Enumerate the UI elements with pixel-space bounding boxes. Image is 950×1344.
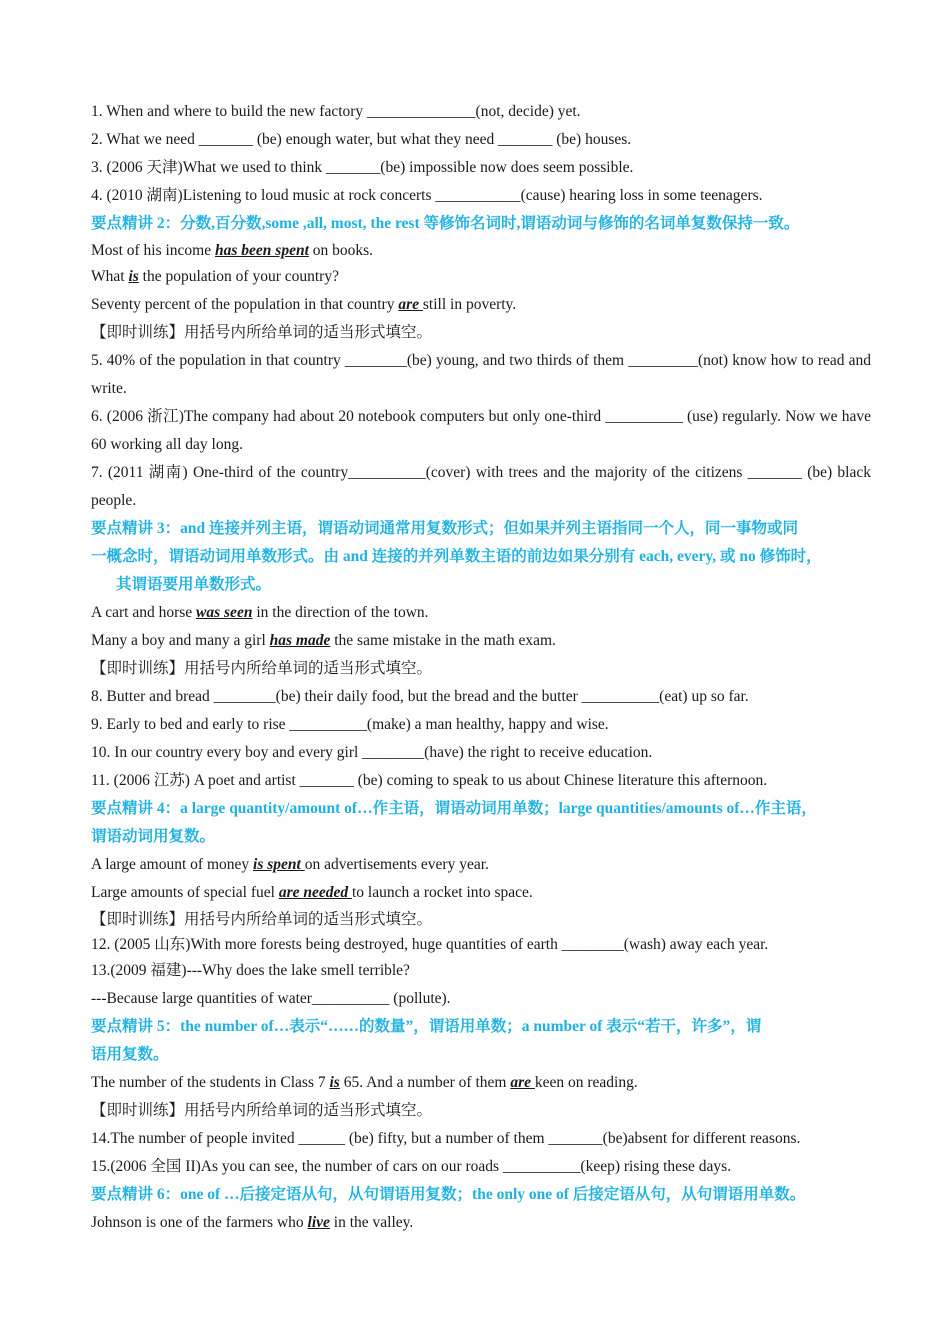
- exercise-15: 15.(2006 全国 II)As you can see, the number of cars on our roads __________(keep) rising these days.: [91, 1158, 732, 1175]
- highlighted-verb: has been spent: [215, 242, 309, 259]
- exercise-8: 8. Butter and bread ________(be) their daily food, but the bread and the butter __________(eat) up so far.: [91, 688, 749, 705]
- exercise-2: 2. What we need _______ (be) enough water, but what they need _______ (be) houses.: [91, 131, 632, 148]
- example-sentence: [91, 599, 871, 627]
- example-text: A large amount of money: [91, 856, 254, 873]
- key-point-6-heading: 要点精讲 6：one of …后接定语从句，从句谓语用复数；the only one of 后接定语从句，从句谓语用单数。: [91, 1186, 806, 1203]
- example-text: keen on reading.: [534, 1074, 638, 1091]
- example-sentence: [91, 1069, 871, 1097]
- example-text: What: [91, 268, 129, 285]
- example-sentence: [91, 238, 871, 263]
- key-point-4-line-1: 要点精讲 4：a large quantity/amount of…作主语，谓语动词用单数；large quantities/amounts of…作主语，: [91, 800, 817, 817]
- exercise-7: 7. (2011 湖南) One-third of the country__________(cover) with trees and the majority of the citizens _______ (be) black people.: [91, 464, 871, 509]
- practice-label: 【即时训练】用括号内所给单词的适当形式填空。: [91, 911, 433, 928]
- example-text: on books.: [308, 242, 374, 259]
- example-sentence: [91, 263, 871, 291]
- example-text: Large amounts of special fuel: [91, 884, 279, 901]
- key-point-3-line-3: [91, 571, 871, 599]
- example-text: A cart and horse: [91, 604, 197, 621]
- key-point-4-line-2: 谓语动词用复数。: [91, 828, 216, 845]
- practice-label: 【即时训练】用括号内所给单词的适当形式填空。: [91, 1102, 433, 1119]
- example-text: 65. And a number of them: [339, 1074, 511, 1091]
- highlighted-verb: is: [128, 268, 139, 285]
- highlighted-verb: are needed: [278, 884, 352, 901]
- exercise-6: 6. (2006 浙江)The company had about 20 notebook computers but only one-third __________ (use) regularly. Now we have 60 working all day long.: [91, 408, 871, 453]
- key-point-5-line-1: 要点精讲 5：the number of…表示“……的数量”，谓语用单数；a number of 表示“若干，许多”，谓: [91, 1018, 762, 1035]
- example-text: Many a boy and many a girl: [91, 632, 270, 649]
- example-text: on advertisements every year.: [304, 856, 489, 873]
- practice-label: 【即时训练】用括号内所给单词的适当形式填空。: [91, 660, 433, 677]
- key-point-3-line-2: 一概念时，谓语动词用单数形式。由 and 连接的并列单数主语的前边如果分别有 each, every, 或 no 修饰时，: [91, 548, 822, 565]
- exercise-13-question: 13.(2009 福建)---Why does the lake smell terrible?: [91, 962, 410, 979]
- example-sentence: [91, 291, 871, 319]
- example-text: in the direction of the town.: [252, 604, 429, 621]
- document-page: [91, 98, 871, 1237]
- highlighted-verb: is spent: [253, 856, 305, 873]
- highlighted-verb: was seen: [196, 604, 253, 621]
- practice-label: 【即时训练】用括号内所给单词的适当形式填空。: [91, 324, 433, 341]
- example-sentence: [91, 627, 871, 655]
- highlighted-verb: live: [307, 1214, 330, 1231]
- exercise-13-answer: ---Because large quantities of water__________ (pollute).: [91, 990, 451, 1007]
- example-sentence: [91, 851, 871, 879]
- exercise-10: 10. In our country every boy and every girl ________(have) the right to receive education.: [91, 744, 653, 761]
- highlighted-verb: are: [398, 296, 423, 313]
- exercise-3: 3. (2006 天津)What we used to think _______(be) impossible now does seem possible.: [91, 159, 634, 176]
- key-point-2-heading: 要点精讲 2：分数,百分数,some ,all, most, the rest 等修饰名词时,谓语动词与修饰的名词单复数保持一致。: [91, 215, 800, 232]
- key-point-5-line-2: 语用复数。: [91, 1046, 169, 1063]
- exercise-9: 9. Early to bed and early to rise __________(make) a man healthy, happy and wise.: [91, 716, 609, 733]
- highlighted-verb: are: [510, 1074, 535, 1091]
- example-text: Seventy percent of the population in that country: [91, 296, 399, 313]
- exercise-11: 11. (2006 江苏) A poet and artist _______ (be) coming to speak to us about Chinese literature this afternoon.: [91, 772, 768, 789]
- example-sentence: [91, 879, 871, 907]
- example-text: Johnson is one of the farmers who: [91, 1214, 308, 1231]
- key-point-3-line-1: 要点精讲 3：and 连接并列主语，谓语动词通常用复数形式；但如果并列主语指同一个人，同一事物或同: [91, 520, 798, 537]
- highlighted-verb: is: [329, 1074, 340, 1091]
- example-text: still in poverty.: [422, 296, 517, 313]
- exercise-14: 14.The number of people invited ______ (be) fifty, but a number of them _______(be)absent for different reasons.: [91, 1130, 801, 1147]
- example-sentence: [91, 1209, 871, 1237]
- exercise-5: 5. 40% of the population in that country ________(be) young, and two thirds of them _________(not) know how to read and write.: [91, 352, 871, 397]
- example-text: The number of the students in Class 7: [91, 1074, 330, 1091]
- example-text: to launch a rocket into space.: [351, 884, 533, 901]
- exercise-12: 12. (2005 山东)With more forests being destroyed, huge quantities of earth ________(wash) away each year.: [91, 936, 769, 953]
- highlighted-verb: has made: [269, 632, 331, 649]
- exercise-1: 1. When and where to build the new factory ______________(not, decide) yet.: [91, 103, 581, 120]
- example-text: the same mistake in the math exam.: [330, 632, 556, 649]
- example-text: Most of his income: [91, 242, 215, 259]
- example-text: in the valley.: [329, 1214, 414, 1231]
- example-text: the population of your country?: [138, 268, 339, 285]
- key-point-3-text: 其谓语要用单数形式。: [116, 576, 272, 593]
- exercise-4: 4. (2010 湖南)Listening to loud music at rock concerts ___________(cause) hearing loss in some teenagers.: [91, 187, 763, 204]
